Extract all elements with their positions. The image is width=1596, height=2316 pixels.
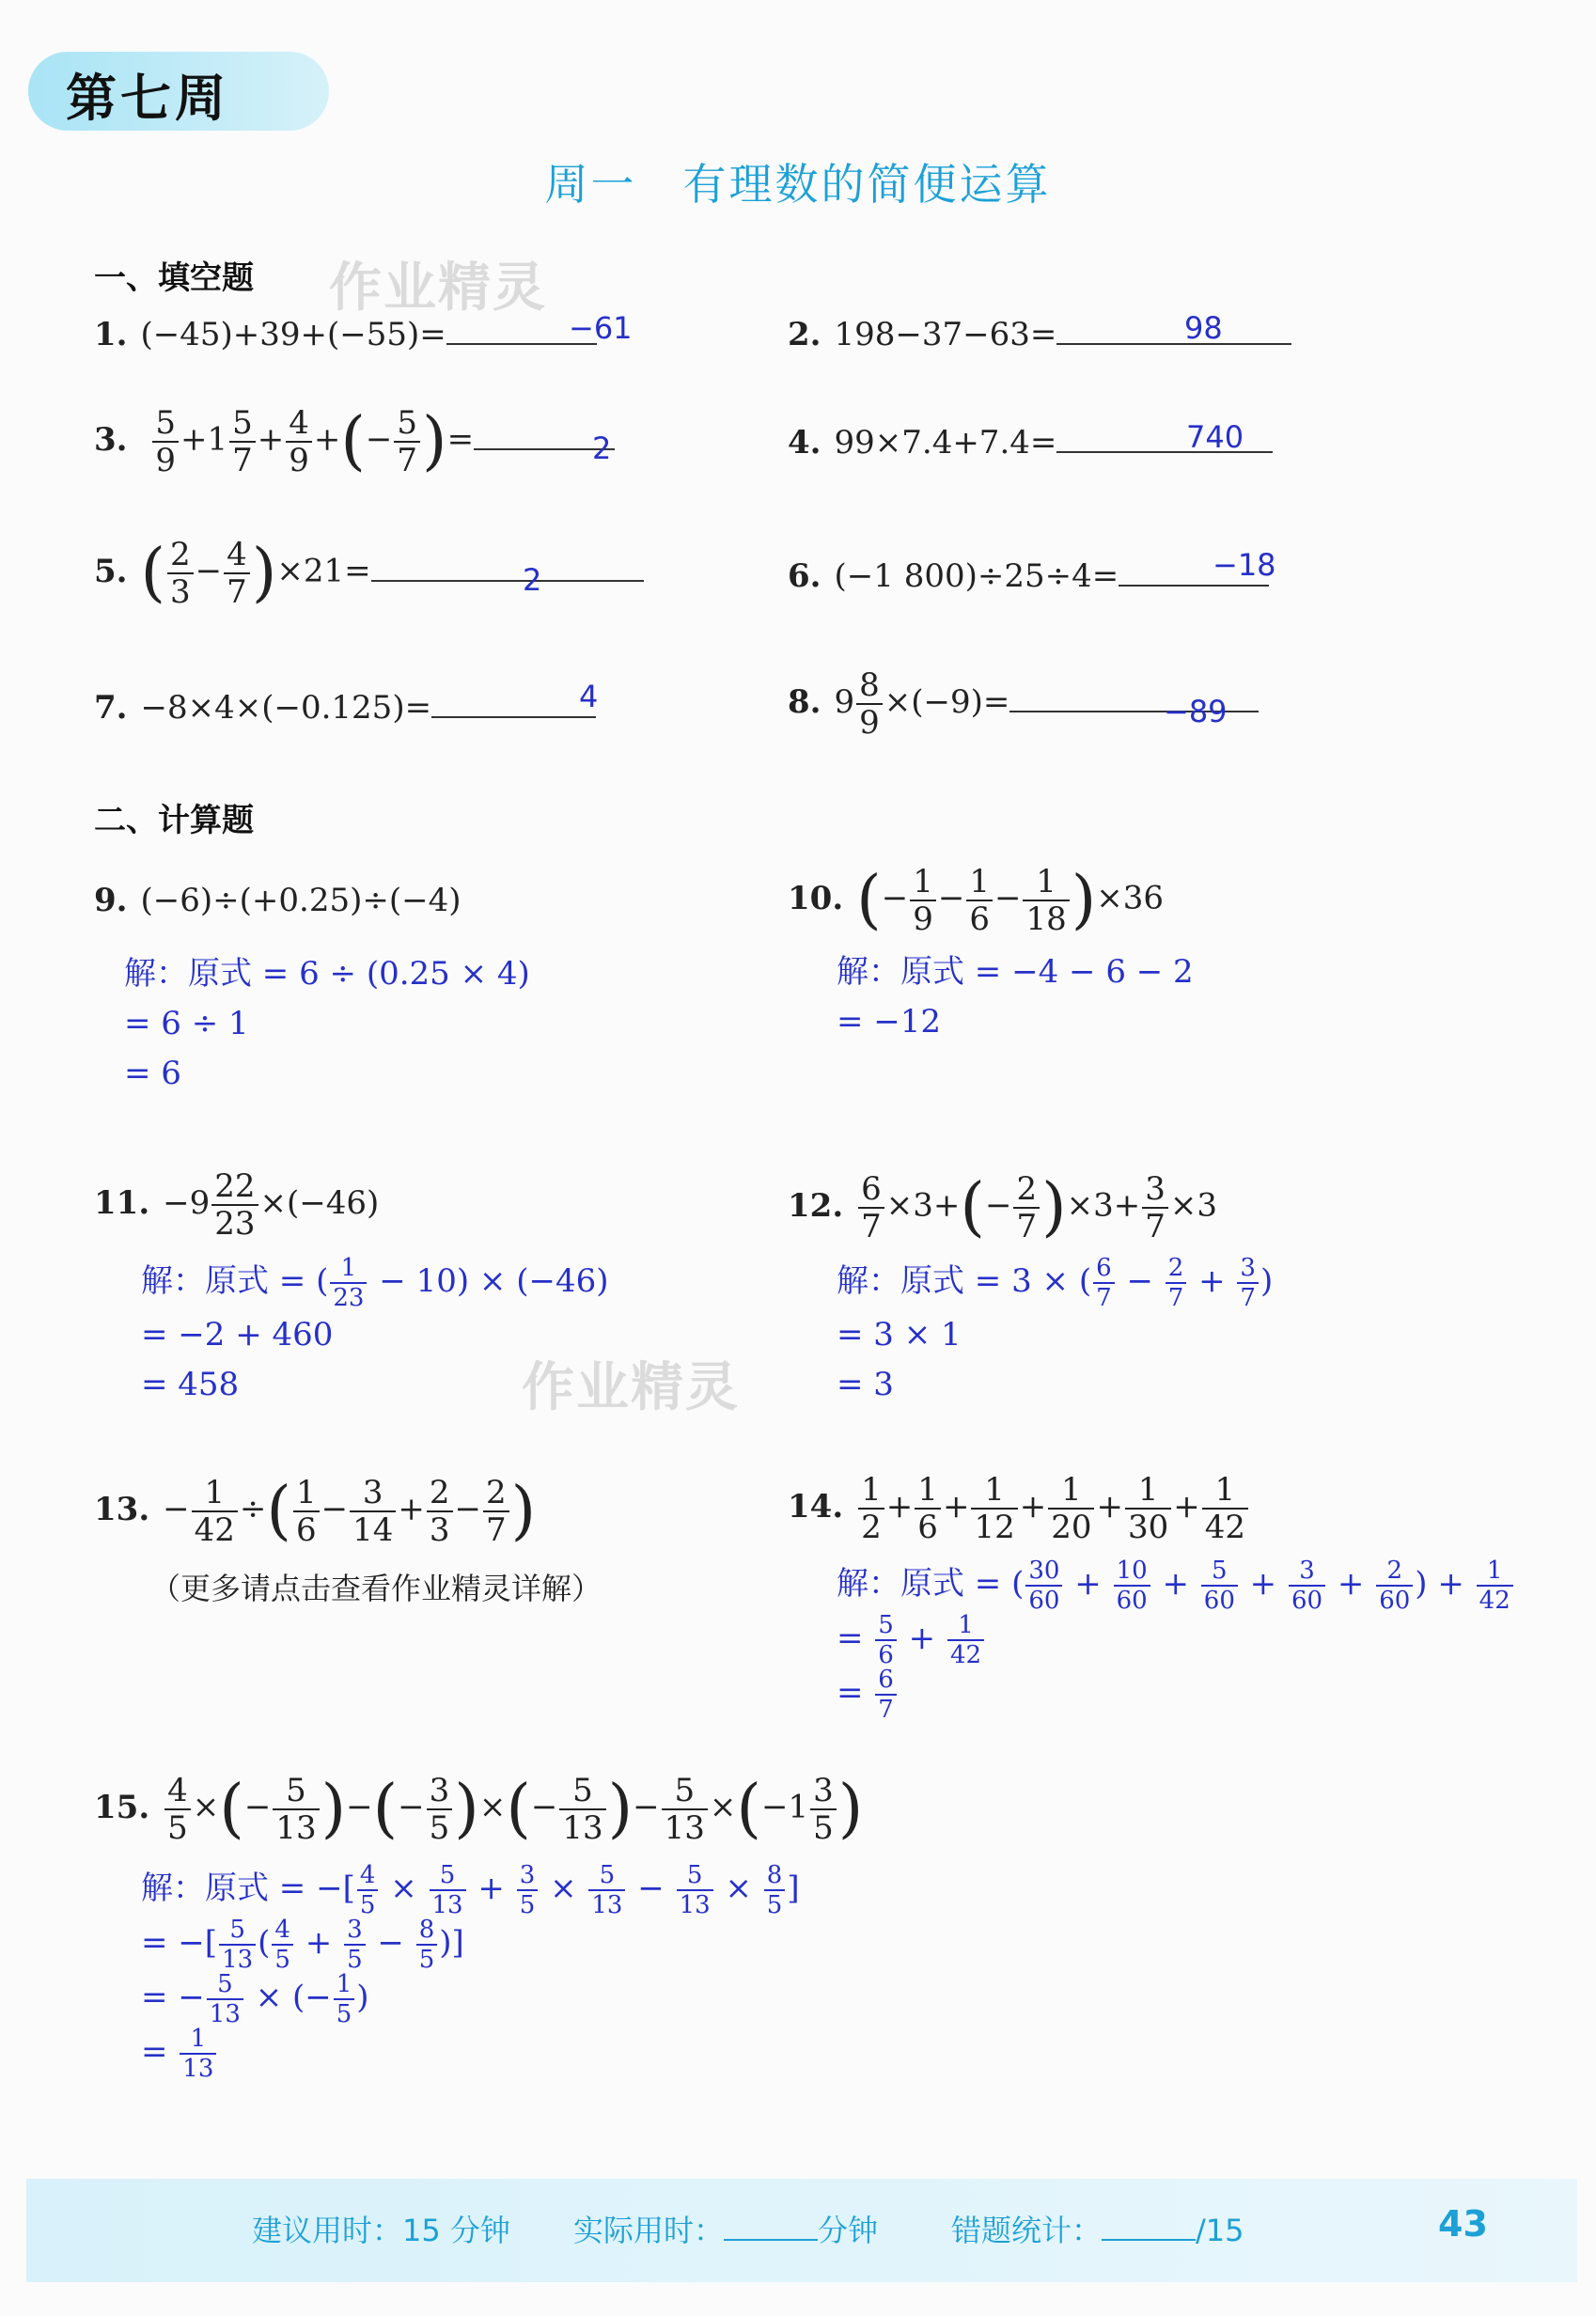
answer-7: 4: [579, 679, 599, 714]
solution-9: 解：原式 = 6 ÷ (0.25 × 4) = 6 ÷ 1 = 6: [124, 955, 530, 1092]
question-10: 10. (− $\frac{1}{9}$ − $\frac{1}{6}$ − $\frac{1}{18}$ )×36: [788, 862, 1165, 938]
actual-time: 实际用时： 分钟: [573, 2213, 879, 2248]
section-fill-blank: 一、填空题: [94, 259, 254, 297]
question-9: 9. (−6)÷(+0.25)÷(−4): [94, 882, 462, 919]
suggested-time: 建议用时：15 分钟: [252, 2213, 510, 2248]
question-8: 8. 9 $\frac{8}{9}$ ×(−9)=: [788, 669, 1259, 739]
question-14: 14. $\frac{1}{2}$ + $\frac{1}{6}$ + $\frac{1}{12}$ + $\frac{1}{20}$ + $\frac{1}{30}$ + $\frac{1}{42}$: [788, 1474, 1250, 1543]
page-number: 43: [1438, 2203, 1488, 2245]
solution-10: 解：原式 = −4 − 6 − 2 = −12: [837, 953, 1194, 1041]
question-11: 11. −9 $\frac{22}{23}$ ×(−46): [94, 1167, 380, 1243]
answer-2: 98: [1184, 310, 1223, 346]
answer-5: 2: [523, 562, 542, 598]
section-calculation: 二、计算题: [94, 802, 254, 839]
question-3: 3. $\frac{5}{9}$ +1 $\frac{5}{7}$ + $\frac{4}{9}$ +(− $\frac{5}{7}$ )=: [94, 404, 615, 478]
watermark: 作业精灵: [329, 258, 547, 319]
question-12: 12. $\frac{6}{7}$ ×3+(− $\frac{2}{7}$ )×3+ $\frac{3}{7}$ ×3: [788, 1169, 1217, 1245]
solution-12: 解：原式 = 3 × ( $\frac{6}{7}$ − $\frac{2}{7}$ + $\frac{3}{7}$ ) = 3 × 1 = 3: [837, 1254, 1274, 1403]
watermark: 作业精灵: [522, 1357, 740, 1418]
solution-14: 解：原式 = ( $\frac{30}{60}$ + $\frac{10}{60}$ + $\frac{5}{60}$ + $\frac{3}{60}$ + $\frac{2}{60}$ ) + $\frac{1}{42}$ = $\frac{5}{6}$ + $\frac{1}{42}$ = $\frac{6}{7}$: [837, 1558, 1515, 1722]
more-hint[interactable]: （更多请点击查看作业精灵详解）: [150, 1571, 602, 1606]
answer-4: 740: [1186, 419, 1244, 455]
answer-6: −18: [1213, 547, 1276, 583]
question-7: 7. −8×4×(−0.125)=: [94, 688, 596, 727]
question-2: 2. 198−37−63=: [788, 315, 1291, 353]
day-title: 周一 有理数的简便运算: [544, 159, 1052, 210]
answer-8: −89: [1164, 694, 1228, 729]
question-4: 4. 99×7.4+7.4=: [788, 423, 1273, 462]
question-15: 15. $\frac{4}{5}$ ×(− $\frac{5}{13}$ )−(− $\frac{3}{5}$ )×(− $\frac{5}{13}$ )− $\frac{5}{13}$ ×(−1 $\frac{3}{5}$ ): [94, 1771, 864, 1847]
answer-3: 2: [592, 430, 612, 466]
error-count: 错题统计： /15: [951, 2213, 1244, 2248]
question-6: 6. (−1 800)÷25÷4=: [788, 556, 1269, 595]
question-5: 5. ( $\frac{2}{3}$ − $\frac{4}{7}$ )×21=: [94, 536, 644, 610]
answer-1: −61: [569, 310, 633, 346]
question-13: 13. − $\frac{1}{42}$ ÷( $\frac{1}{6}$ − $\frac{3}{14}$ + $\frac{2}{3}$ − $\frac{2}{7}$ ): [94, 1473, 537, 1549]
solution-11: 解：原式 = ( $\frac{1}{23}$ − 10) × (−46) = −2 + 460 = 458: [141, 1254, 609, 1403]
week-title: 第七周: [66, 69, 229, 128]
solution-15: 解：原式 = −[ $\frac{4}{5}$ × $\frac{5}{13}$ + $\frac{3}{5}$ × $\frac{5}{13}$ − $\frac{5}{13}$ × $\frac{8}{5}$ ] = −[ $\frac{5}{13}$ ( $\frac{4}{5}$ + $\frac{3}{5}$ − $\frac{8}{5}$ )] = − $\frac{5}{13}$ × (− $\frac{1}{5}$ ) = $\frac{1}{13}$: [141, 1861, 800, 2083]
question-1: 1. (−45)+39+(−55)=: [94, 315, 597, 353]
